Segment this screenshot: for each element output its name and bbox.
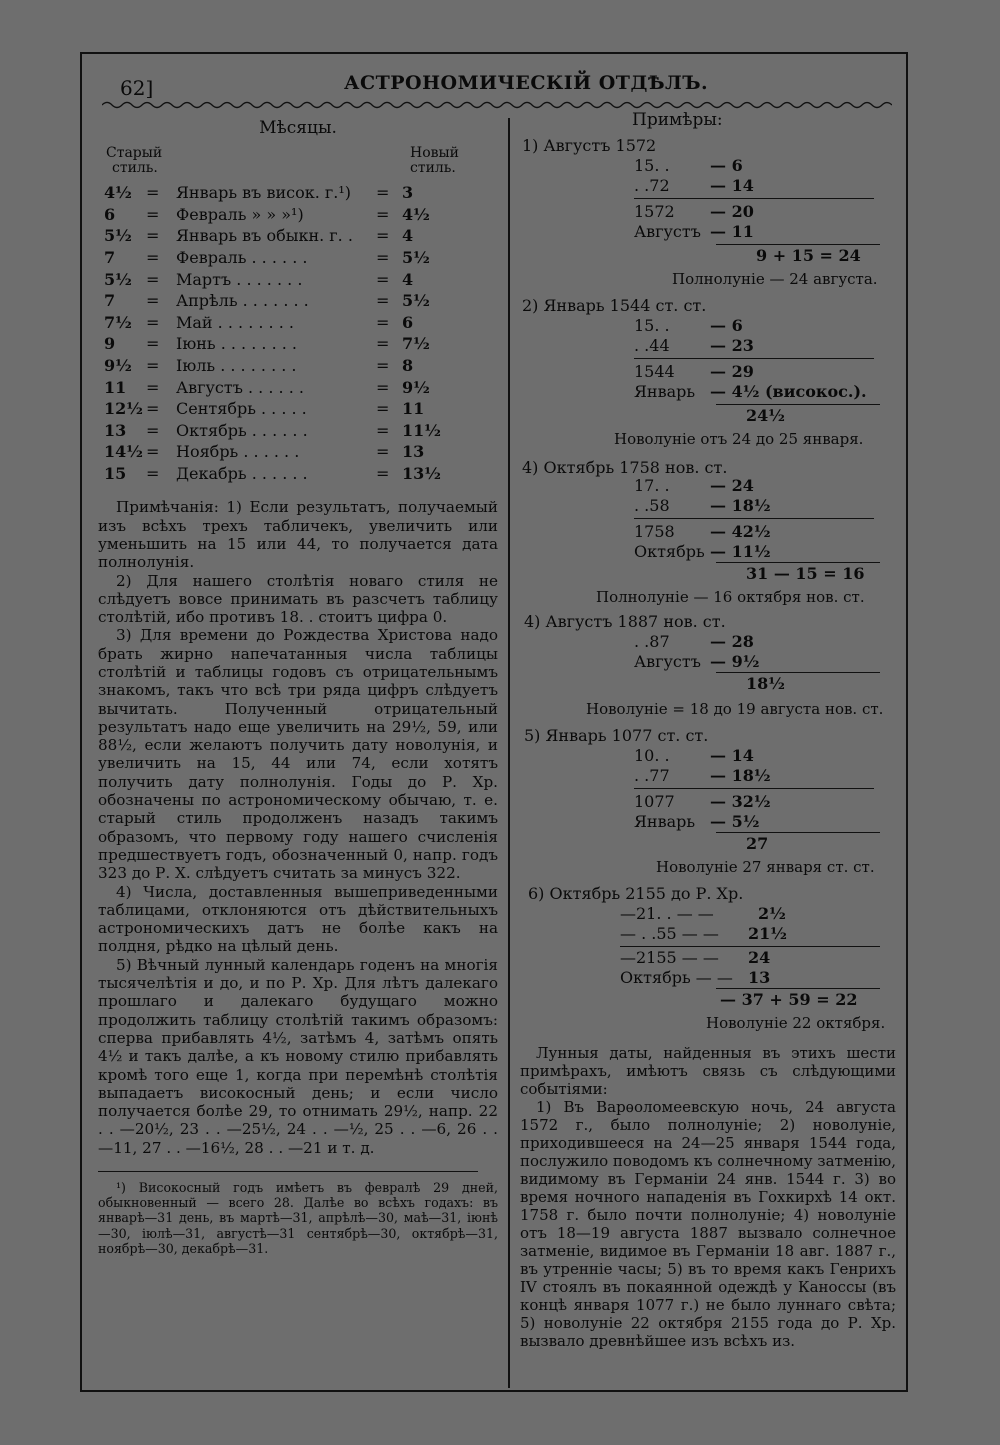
equals-sign: = [146, 399, 160, 419]
month-name: Февраль . . . . . . [176, 248, 308, 268]
example-6: 6) Октябрь 2155 до Р. Хр. —21. . — — 2½ — . .55 — — 21½ —2155 — — 24 Октябрь — — 13 — 37 + 59 = 22 Новолуніе 22 октября. [528, 884, 886, 1032]
equals-sign: = [376, 356, 390, 376]
equals-sign: = [376, 464, 390, 484]
equals-sign: = [376, 183, 390, 203]
equals-sign: = [146, 291, 160, 311]
months-column-headers [98, 146, 498, 180]
lunar-notes-intro: Лунныя даты, найденныя въ этихъ шести примѣрахъ, имѣютъ связь съ слѣдующими событіями: [520, 1044, 896, 1098]
notes-block [98, 498, 498, 1157]
month-name: Май . . . . . . . . [176, 312, 294, 332]
examples-title: Примѣры: [632, 110, 723, 130]
footnote-rule [98, 1171, 478, 1172]
new-style-value: 13 [402, 442, 425, 462]
example-1: 1) Августъ 1572 15. . — 6 . .72 — 14 1572 — 20 Августъ — 11 9 + 15 = 24 Полнолуніе — 24 августа. [520, 136, 900, 278]
example-3: 4) Октябрь 1758 нов. ст. 17. . — 24 . .58 — 18½ 1758 — 42½ Октябрь — 11½ 31 — 15 = 16 Полнолуніе — 16 октября нов. ст. [520, 458, 900, 608]
month-row [104, 268, 462, 290]
month-row [104, 376, 462, 398]
page-title: АСТРОНОМИЧЕСКІЙ ОТДѢЛЪ. [344, 72, 709, 94]
month-row [104, 463, 462, 485]
old-style-value: 14½ [104, 442, 143, 462]
example-5: 5) Январь 1077 ст. ст. 10. . — 14 . .77 — 18½ 1077 — 32½ Январь — 5½ 27 Новолуніе 27 января ст. ст. [520, 726, 900, 876]
note-1: Примѣчанія: 1) Если результатъ, получаемый изъ всѣхъ трехъ табличекъ, увеличить или уменьшить на 15 или 44, то получается дата полнолунія. [98, 498, 498, 572]
month-name: Мартъ . . . . . . . [176, 269, 303, 289]
new-style-value: 13½ [402, 464, 441, 484]
equals-sign: = [376, 312, 390, 332]
old-style-value: 11 [104, 377, 127, 397]
month-name: Августъ . . . . . . [176, 377, 304, 397]
old-style-value: 5½ [104, 226, 132, 246]
new-style-value: 9½ [402, 377, 430, 397]
month-name: Декабрь . . . . . . [176, 464, 308, 484]
equals-sign: = [146, 269, 160, 289]
equals-sign: = [146, 183, 160, 203]
note-5: 5) Вѣчный лунный календарь годенъ на многія тысячелѣтія и до, и по Р. Хр. Для лѣтъ далекаго прошлаго и далекаго будущаго можно продолжить таблицу столѣтій такимъ образомъ: сперва прибавлять 4½, затѣмъ 4, затѣмъ опять 4½ и такъ далѣе, а къ новому стилю прибавлять кромѣ того еще 1, когда при перемѣнѣ столѣтія выпадаетъ високосный день; и если число получается болѣе 29, то отнимать 29½, напр. 22 . . —20½, 23 . . —25½, 24 . . —½, 25 . . —6, 26 . . —11, 27 . . —16½, 28 . . —21 и т. д. [98, 955, 498, 1157]
new-style-value: 8 [402, 356, 414, 376]
months-title: Мѣсяцы. [259, 118, 337, 138]
old-style-value: 7 [104, 291, 116, 311]
old-style-value: 9½ [104, 356, 132, 376]
new-style-value: 5½ [402, 291, 430, 311]
equals-sign: = [376, 377, 390, 397]
month-name: Іюль . . . . . . . . [176, 356, 297, 376]
month-name: Апрѣль . . . . . . . [176, 291, 309, 311]
lunar-notes [520, 1044, 896, 1350]
old-style-value: 13 [104, 420, 127, 440]
new-style-value: 4½ [402, 204, 430, 224]
month-name: Ноябрь . . . . . . [176, 442, 300, 462]
new-style-value: 4 [402, 226, 414, 246]
note-4: 4) Числа, доставленныя вышеприведенными таблицами, отклоняются отъ дѣйствительныхъ астрономическихъ датъ не болѣе какъ на полдня, рѣдко на цѣлый день. [98, 882, 498, 956]
month-row [104, 355, 462, 377]
left-column [98, 116, 498, 1256]
month-row [104, 420, 462, 442]
old-style-value: 5½ [104, 269, 132, 289]
note-3: 3) Для времени до Рождества Христова надо брать жирно напечатанныя числа таблицы столѣтій и таблицы годовъ съ отрицательнымъ знакомъ, такъ что всѣ три ряда цифръ слѣдуетъ вычитать. Полученный отрицательный результатъ надо еще увеличить на 29½, 59, или 88½, если желаютъ получить дату новолунія, и увеличить на 15, 44 или 74, если хотятъ получить дату полнолунія. Годы до Р. Хр. обозначены по астрономическому обычаю, т. е. старый стиль продолженъ назадъ такимъ образомъ, что первому году нашего счисленія предшествуетъ годъ, обозначенный 0, напр. годъ 323 до Р. Х. слѣдуетъ считать за минусъ 322. [98, 626, 498, 883]
equals-sign: = [376, 204, 390, 224]
month-row [104, 398, 462, 420]
equals-sign: = [146, 334, 160, 354]
column-divider [508, 118, 510, 1388]
equals-sign: = [376, 226, 390, 246]
month-name: Октябрь . . . . . . [176, 420, 308, 440]
new-style-value: 7½ [402, 334, 430, 354]
equals-sign: = [376, 248, 390, 268]
month-name: Январь въ висок. г.¹) [176, 183, 352, 203]
page-number: 62] [120, 76, 154, 100]
equals-sign: = [376, 420, 390, 440]
old-style-value: 7 [104, 248, 116, 268]
equals-sign: = [376, 291, 390, 311]
note-2: 2) Для нашего столѣтія новаго стиля не слѣдуетъ вовсе принимать въ разсчетъ таблицу столѣтій, ибо противъ 18. . стоитъ цифра 0. [98, 571, 498, 627]
equals-sign: = [146, 377, 160, 397]
months-table [104, 182, 462, 484]
equals-sign: = [376, 334, 390, 354]
new-style-value: 4 [402, 269, 414, 289]
month-name: Февраль » » »¹) [176, 204, 304, 224]
old-style-value: 12½ [104, 399, 143, 419]
header-wavy-rule [102, 100, 892, 110]
equals-sign: = [146, 312, 160, 332]
old-style-value: 9 [104, 334, 116, 354]
equals-sign: = [146, 464, 160, 484]
old-style-header: Старый стиль. [106, 145, 163, 176]
example-4: 4) Августъ 1887 нов. ст. . .87 — 28 Августъ — 9½ 18½ Новолуніе = 18 до 19 августа нов. ст. [524, 612, 884, 718]
new-style-value: 11 [402, 399, 425, 419]
equals-sign: = [376, 399, 390, 419]
new-style-value: 3 [402, 183, 414, 203]
footnote: ¹) Високосный годъ имѣетъ въ февралѣ 29 дней, обыкновенный — всего 28. Далѣе во всѣхъ годахъ: въ январѣ—31 день, въ мартѣ—31, апрѣлѣ—30, маѣ—31, іюнѣ—30, іюлѣ—31, августѣ—31 сентябрѣ—30, октябрѣ—31, ноябрѣ—30, декабрѣ—31. [98, 1180, 498, 1256]
lunar-notes-events: 1) Въ Варѳоломеевскую ночь, 24 августа 1572 г., было полнолуніе; 2) новолуніе, приходившееся на 24—25 января 1544 года, послужило поводомъ къ солнечному затменію, видимому въ Германіи 24 янв. 1544 г. 3) во время ночного нападенія въ Гохкирхѣ 14 окт. 1758 г. было почти полнолуніе; 4) новолуніе отъ 18—19 августа 1887 вызвало солнечное затменіе, видимое въ Германіи 18 авг. 1887 г., въ утренніе часы; 5) въ то время какъ Генрихъ IV стоялъ въ покаянной одеждѣ у Каноссы (въ концѣ января 1077 г.) не было луннаго свѣта; 5) новолуніе 22 октября 2155 года до Р. Хр. вызвало древнѣйшее изъ всѣхъ из. [520, 1098, 896, 1350]
old-style-value: 4½ [104, 183, 132, 203]
month-row [104, 312, 462, 334]
new-style-value: 5½ [402, 248, 430, 268]
month-name: Январь въ обыкн. г. . [176, 226, 353, 246]
month-row [104, 225, 462, 247]
month-row [104, 182, 462, 204]
equals-sign: = [146, 420, 160, 440]
month-row [104, 290, 462, 312]
page-frame [80, 52, 908, 1392]
example-2: 2) Январь 1544 ст. ст. 15. . — 6 . .44 — 23 1544 — 29 Январь — 4½ (високос.). 24½ Новолуніе отъ 24 до 25 января. [520, 296, 900, 446]
old-style-value: 6 [104, 204, 116, 224]
month-row [104, 441, 462, 463]
old-style-value: 7½ [104, 312, 132, 332]
equals-sign: = [376, 269, 390, 289]
new-style-header: Новый стиль. [410, 145, 459, 176]
month-row [104, 204, 462, 226]
equals-sign: = [146, 204, 160, 224]
month-row [104, 333, 462, 355]
equals-sign: = [146, 442, 160, 462]
equals-sign: = [376, 442, 390, 462]
equals-sign: = [146, 248, 160, 268]
old-style-value: 15 [104, 464, 127, 484]
month-name: Іюнь . . . . . . . . [176, 334, 297, 354]
month-row [104, 247, 462, 269]
month-name: Сентябрь . . . . . [176, 399, 307, 419]
equals-sign: = [146, 356, 160, 376]
equals-sign: = [146, 226, 160, 246]
new-style-value: 11½ [402, 420, 441, 440]
new-style-value: 6 [402, 312, 414, 332]
